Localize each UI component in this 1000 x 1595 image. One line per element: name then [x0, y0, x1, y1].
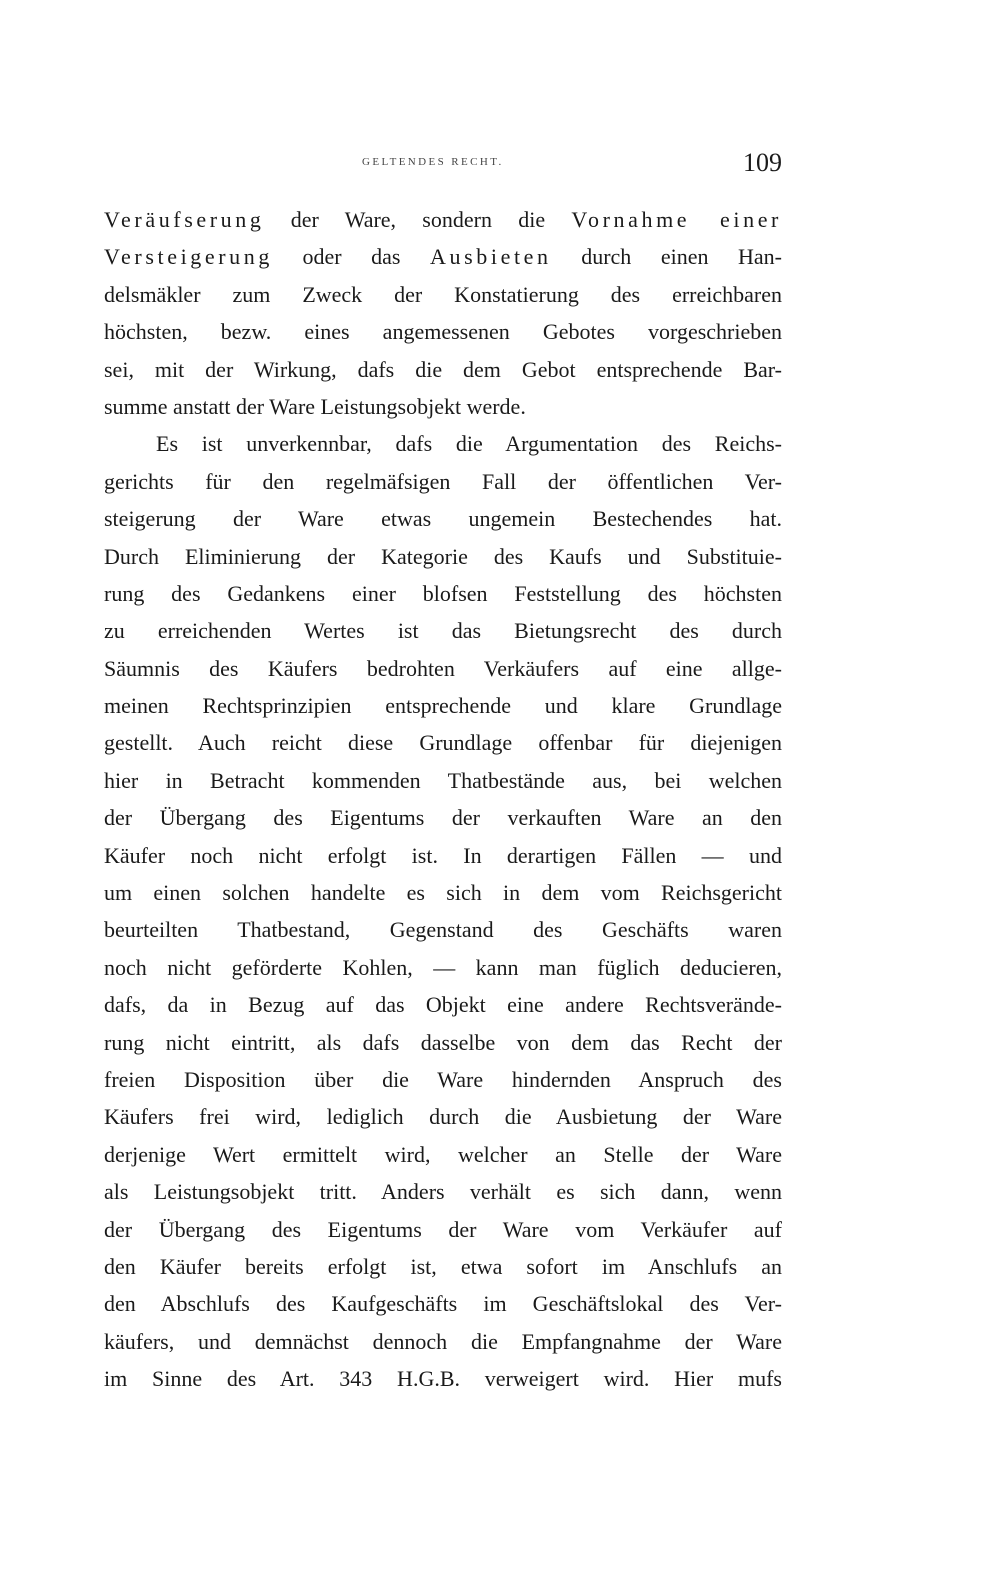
page-header	[104, 148, 782, 188]
body-text	[104, 201, 782, 1472]
text-line: Versteigerung oder das Ausbieten durch einen Han-	[104, 244, 783, 270]
text-line: Veräufserung der Ware, sondern die Vornahme einer	[104, 207, 782, 232]
text-line: um einen solchen handelte es sich in dem vom Reichsgericht	[104, 880, 782, 906]
text-line: höchsten, bezw. eines angemessenen Gebotes vorgeschrieben	[104, 319, 782, 345]
spaced-term: Vornahme einer	[571, 207, 782, 232]
text-line: meinen Rechtsprinzipien entsprechende und klare Grundlage	[104, 693, 782, 719]
text-line: rung des Gedankens einer blofsen Feststellung des höchsten	[104, 580, 782, 606]
paragraph-first-line: Es ist unverkennbar, dafs die Argumentation des Reichs-	[156, 431, 782, 457]
text-line: zu erreichenden Wertes ist das Bietungsrecht des durch	[104, 618, 782, 644]
text-line: Durch Eliminierung der Kategorie des Kaufs und Substituie-	[104, 543, 782, 569]
text-line: derjenige Wert ermittelt wird, welcher an Stelle der Ware	[104, 1141, 782, 1167]
running-head: GELTENDES RECHT.	[362, 156, 504, 168]
text-line: Käufer noch nicht erfolgt ist. In derartigen Fällen — und	[104, 842, 782, 868]
text-line: der Übergang des Eigentums der verkauften Ware an den	[104, 805, 782, 831]
text-line: beurteilten Thatbestand, Gegenstand des Geschäfts waren	[104, 917, 782, 943]
spaced-term: Versteigerung	[104, 244, 273, 270]
text-line: delsmäkler zum Zweck der Konstatierung des erreichbaren	[104, 281, 782, 307]
text-line	[104, 1435, 782, 1472]
text-line: als Leistungsobjekt tritt. Anders verhält es sich dann, wenn	[104, 1179, 782, 1205]
paragraph-last-line: summe anstatt der Ware Leistungsobjekt werde.	[104, 393, 526, 419]
text-line: gestellt. Auch reicht diese Grundlage offenbar für diejenigen	[104, 730, 782, 756]
text-line: käufers, und demnächst dennoch die Empfangnahme der Ware	[104, 1328, 782, 1354]
text-line: Käufers frei wird, lediglich durch die Ausbietung der Ware	[104, 1104, 782, 1130]
text-line: der Übergang des Eigentums der Ware vom Verkäufer auf	[104, 1216, 782, 1242]
text-line	[104, 1398, 782, 1435]
text-line: sei, mit der Wirkung, dafs die dem Gebot entsprechende Bar-	[104, 356, 782, 382]
page-number: 109	[743, 148, 782, 177]
text-line: freien Disposition über die Ware hindernden Anspruch des	[104, 1066, 782, 1092]
text-line: steigerung der Ware etwas ungemein Bestechendes hat.	[104, 506, 782, 532]
text-line: rung nicht eintritt, als dafs dasselbe von dem das Recht der	[104, 1029, 782, 1055]
text-line: im Sinne des Art. 343 H.G.B. verweigert wird. Hier mufs	[104, 1366, 782, 1392]
spaced-term: Ausbieten	[430, 244, 552, 270]
text-line: hier in Betracht kommenden Thatbestände aus, bei welchen	[104, 767, 782, 793]
text-line: den Abschlufs des Kaufgeschäfts im Geschäftslokal des Ver-	[104, 1291, 782, 1317]
text-line: dafs, da in Bezug auf das Objekt eine andere Rechtsverände-	[104, 992, 782, 1018]
text-line: gerichts für den regelmäfsigen Fall der öffentlichen Ver-	[104, 468, 782, 494]
text-line: Säumnis des Käufers bedrohten Verkäufers auf eine allge-	[104, 655, 782, 681]
text-line: noch nicht geförderte Kohlen, — kann man füglich deducieren,	[104, 954, 782, 980]
text-line: den Käufer bereits erfolgt ist, etwa sofort im Anschlufs an	[104, 1253, 782, 1279]
spaced-term: Veräufserung	[104, 207, 265, 232]
